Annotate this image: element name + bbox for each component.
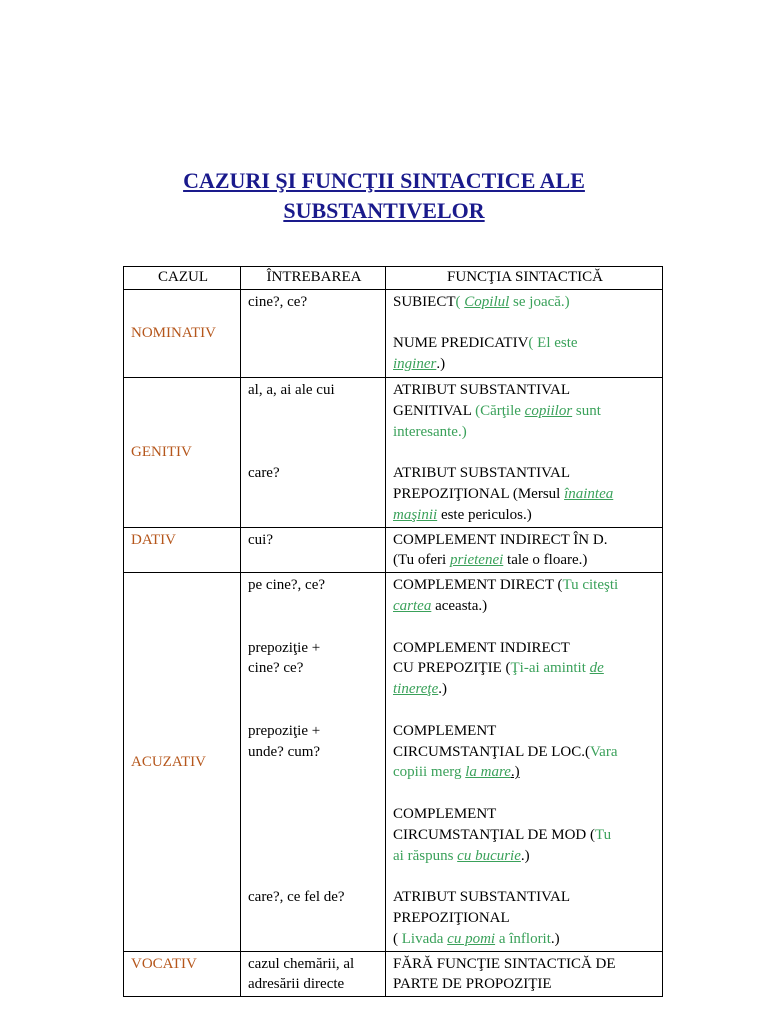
- function-entry: COMPLEMENT CIRCUMSTANŢIAL DE MOD (Tu ai răspuns cu bucurie.): [393, 805, 612, 864]
- example-word: cartea: [393, 597, 432, 614]
- question: care?, ce fel de?: [248, 889, 345, 906]
- question-cell: [241, 573, 386, 951]
- question: care?: [248, 465, 280, 482]
- case-nominativ: NOMINATIV: [124, 289, 241, 377]
- table-header-row: [124, 267, 663, 290]
- example-word: cu bucurie: [457, 847, 521, 864]
- cases-table: [123, 266, 663, 997]
- question: al, a, ai ale cui: [248, 381, 335, 398]
- example-word: inginer: [393, 356, 437, 373]
- example-word: Copilul: [464, 293, 510, 310]
- header-cazul: CAZUL: [124, 267, 241, 290]
- function-entry: COMPLEMENT DIRECT (Tu citeşti cartea aceasta.): [393, 577, 619, 614]
- function-entry: ATRIBUT SUBSTANTIVAL GENITIVAL (Cărţile copiilor sunt interesante.): [393, 381, 601, 440]
- example-word: înaintea: [564, 485, 614, 502]
- function-entry: FĂRĂ FUNCŢIE SINTACTICĂ DE PARTE DE PROPOZIŢIE: [393, 955, 616, 993]
- function-cell: [386, 527, 663, 573]
- function-entry: COMPLEMENT INDIRECT CU PREPOZIŢIE (Ţi-ai amintit de tinereţe.): [393, 639, 604, 698]
- case-genitiv: GENITIV: [124, 377, 241, 527]
- example-word: de: [589, 660, 604, 677]
- title-line-2: SUBSTANTIVELOR: [283, 198, 485, 223]
- table-row-dativ: [124, 527, 663, 573]
- function-entry: SUBIECT( Copilul se joacă.): [393, 293, 570, 310]
- question: prepoziţie + unde? cum?: [248, 722, 321, 760]
- example-word: prietenei: [449, 552, 504, 569]
- example-word: copiilor: [524, 402, 573, 419]
- function-entry: NUME PREDICATIV( El este inginer.): [393, 335, 578, 373]
- function-cell: [386, 289, 663, 377]
- example-word: cu pomi: [447, 930, 496, 947]
- function-entry: COMPLEMENT INDIRECT ÎN D. (Tu oferi prietenei tale o floare.): [393, 531, 608, 569]
- question: cui?: [248, 531, 273, 548]
- case-dativ: DATIV: [124, 527, 241, 573]
- function-entry: ATRIBUT SUBSTANTIVAL PREPOZIŢIONAL (Mersul înaintea maşinii este periculos.): [393, 465, 614, 523]
- case-vocativ: VOCATIV: [124, 951, 241, 997]
- function-cell: [386, 573, 663, 951]
- table-row-acuzativ: [124, 573, 663, 951]
- question: cine?, ce?: [248, 293, 308, 310]
- question: pe cine?, ce?: [248, 577, 326, 594]
- function-cell: [386, 951, 663, 997]
- function-entry: ATRIBUT SUBSTANTIVAL PREPOZIŢIONAL ( Livada cu pomi a înflorit.): [393, 889, 571, 947]
- example-word: tinereţe: [393, 681, 439, 698]
- example-word: maşinii: [393, 506, 438, 523]
- table-row-genitiv: [124, 377, 663, 527]
- question-cell: [241, 951, 386, 997]
- example-word: la mare: [465, 764, 511, 781]
- question: prepoziţie + cine? ce?: [248, 639, 321, 677]
- question-cell: [241, 289, 386, 377]
- case-acuzativ: ACUZATIV: [124, 573, 241, 951]
- table-row-vocativ: [124, 951, 663, 997]
- title-line-1: CAZURI ŞI FUNCŢII SINTACTICE ALE: [183, 168, 585, 193]
- page-title: [0, 166, 768, 226]
- question-cell: [241, 527, 386, 573]
- header-intrebarea: ÎNTREBAREA: [241, 267, 386, 290]
- function-cell: [386, 377, 663, 527]
- question: cazul chemării, al adresării directe: [248, 955, 355, 993]
- header-functia: FUNCŢIA SINTACTICĂ: [386, 267, 663, 290]
- table-row-nominativ: [124, 289, 663, 377]
- function-entry: COMPLEMENT CIRCUMSTANŢIAL DE LOC.(Vara copiii merg la mare.): [393, 722, 618, 781]
- question-cell: [241, 377, 386, 527]
